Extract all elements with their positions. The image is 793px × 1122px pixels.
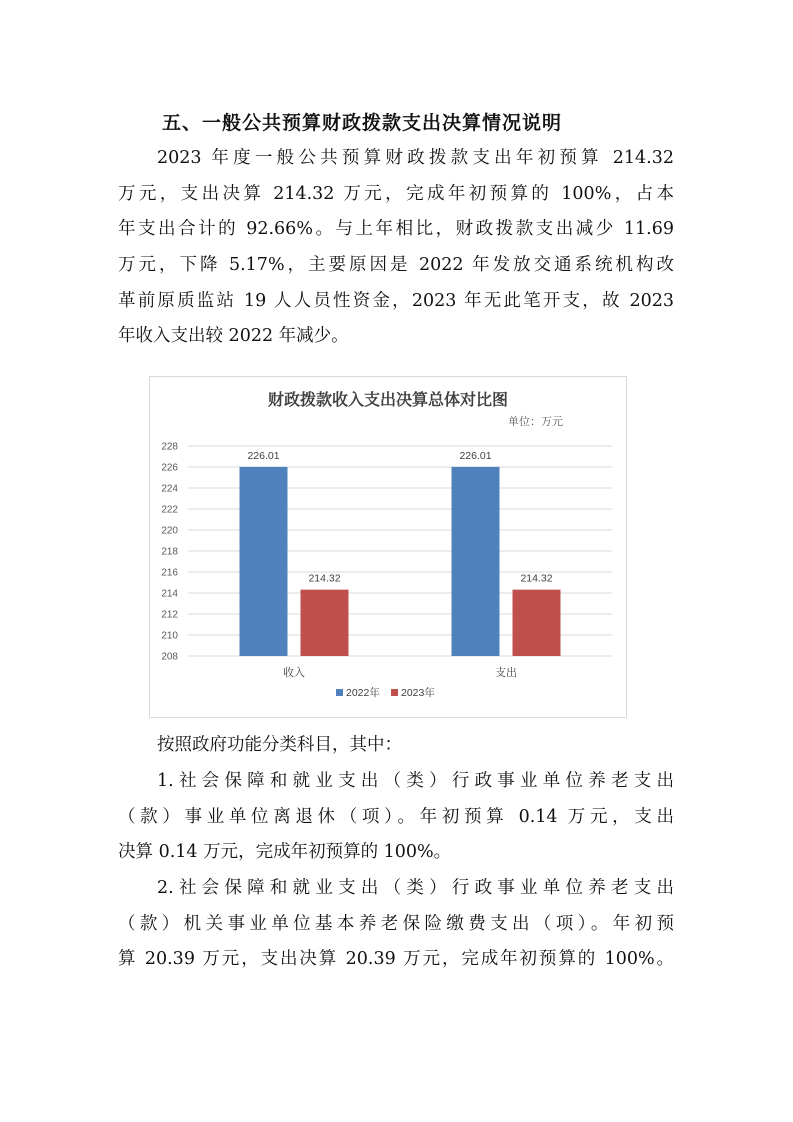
text-line: 按照政府功能分类科目，其中： — [157, 735, 402, 755]
category-label: 支出 — [495, 666, 517, 679]
data-label: 214.32 — [308, 572, 341, 585]
classification-paragraph — [118, 728, 674, 764]
comparison-chart — [149, 376, 627, 718]
y-tick-label: 220 — [161, 525, 178, 537]
y-tick-label: 212 — [161, 609, 178, 621]
bar-0-0 — [240, 467, 288, 656]
text-line: 万元，支出决算 214.32 万元，完成年初预算的 100%，占本 — [118, 183, 674, 204]
legend-swatch — [336, 689, 343, 696]
legend-entry: 2022年 — [346, 687, 380, 699]
bar-1-0 — [452, 467, 500, 656]
legend-swatch — [391, 689, 398, 696]
text-line: 年支出合计的 92.66%。与上年相比，财政拨款支出减少 11.69 — [118, 219, 674, 240]
text-line: 决算 0.14 万元，完成年初预算的 100%。 — [118, 842, 452, 863]
item-1-paragraph — [118, 764, 674, 871]
y-tick-label: 222 — [161, 504, 178, 516]
section-heading: 五、一般公共预算财政拨款支出决算情况说明 — [162, 112, 563, 134]
text-line: （款）机关事业单位基本养老保险缴费支出（项）。年初预 — [118, 913, 674, 934]
data-label: 226.01 — [459, 449, 492, 462]
text-line: 年收入支出较 2022 年减少。 — [118, 326, 349, 347]
y-tick-label: 226 — [161, 462, 178, 474]
data-label: 226.01 — [247, 449, 280, 462]
text-line: 算 20.39 万元，支出决算 20.39 万元，完成年初预算的 100%。 — [118, 949, 674, 970]
chart-bars — [240, 467, 561, 656]
chart-title: 财政拨款收入支出决算总体对比图 — [267, 390, 509, 409]
data-label: 214.32 — [520, 572, 553, 585]
chart-unit-label: 单位：万元 — [508, 415, 563, 428]
y-tick-label: 208 — [161, 651, 178, 663]
y-tick-label: 218 — [161, 546, 178, 558]
bar-0-1 — [301, 590, 349, 656]
category-label: 收入 — [283, 666, 305, 679]
item-2-paragraph — [118, 871, 674, 978]
chart-legend — [336, 686, 435, 699]
chart-canvas — [150, 377, 626, 717]
text-line: 万元，下降 5.17%，主要原因是 2022 年发放交通系统机构改 — [118, 255, 674, 276]
intro-paragraph — [118, 141, 674, 355]
y-tick-label: 210 — [161, 630, 178, 642]
y-tick-label: 228 — [161, 441, 178, 453]
y-tick-label: 224 — [161, 483, 178, 495]
text-line: 1.社会保障和就业支出（类）行政事业单位养老支出 — [157, 771, 674, 791]
y-tick-label: 216 — [161, 567, 178, 579]
text-line: 革前原质监站 19 人人员性资金，2023 年无此笔开支，故 2023 — [118, 290, 674, 311]
text-line: 2.社会保障和就业支出（类）行政事业单位养老支出 — [157, 878, 674, 898]
bar-1-1 — [513, 590, 561, 656]
y-tick-label: 214 — [161, 588, 178, 600]
legend-entry: 2023年 — [401, 687, 435, 699]
text-line: （款）事业单位离退休（项）。年初预算 0.14 万元，支出 — [118, 806, 674, 827]
text-line: 2023 年度一般公共预算财政拨款支出年初预算 214.32 — [157, 148, 674, 168]
